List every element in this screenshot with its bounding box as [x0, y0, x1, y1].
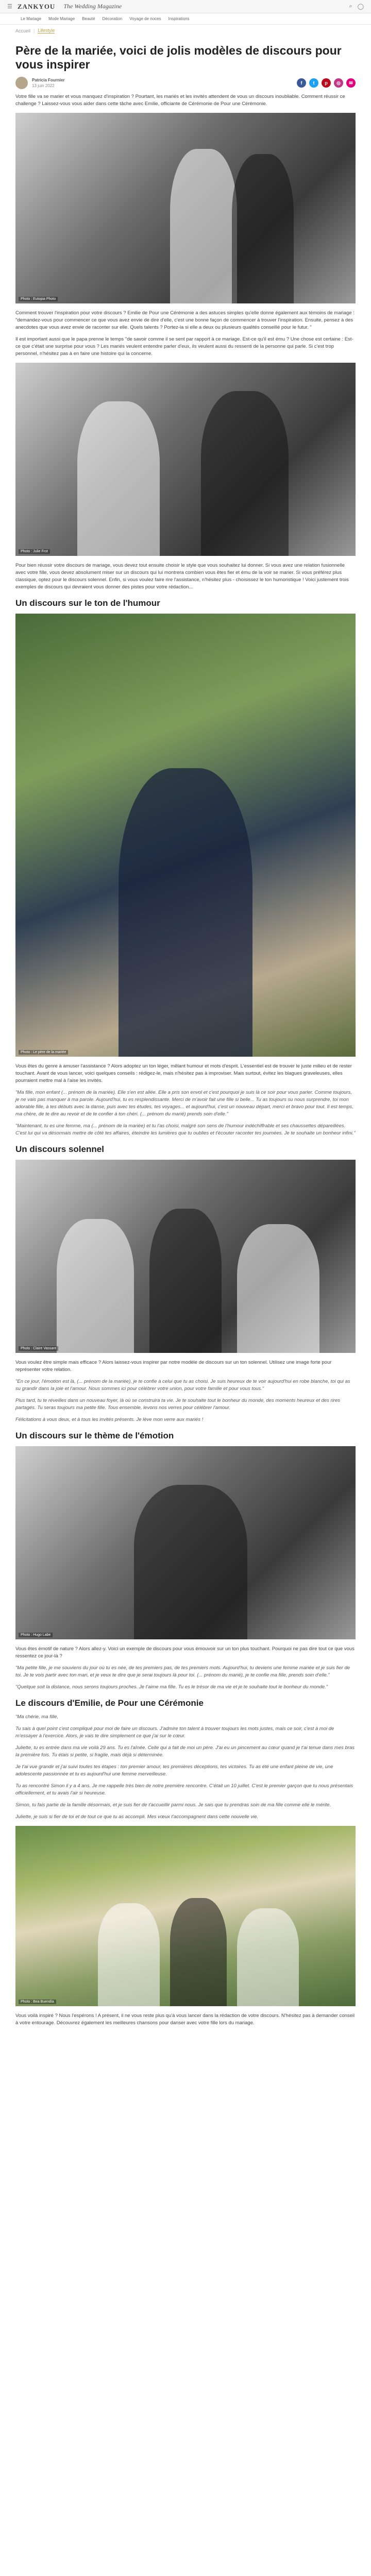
body-paragraph: Tu sais à quel point c'est compliqué pour moi de faire un discours. J'admire ton talent à trouver toujours les mots justes, mais ce soir, c'est à moi de m'essayer à l'exercice. Alors, je vais te dire simplement ce que j'ai sur le cœur. [15, 1726, 334, 1739]
intro-paragraph: Il est important aussi que le papa prenne le temps "de savoir comme il se sent par rapport à ce mariage. Est-ce qu'il est ému ? Une chose est certaine : Est-ce que c'était une surprise pour vous ? Les mariés veulent entendre parler d'eux, ils veulent aussi du ressenti de la personne qui parle. Si c'est trop personnel, n'hésitez pas à en faire une histoire qui la concerne. [15, 336, 353, 357]
intro-paragraph: Pour bien réussir votre discours de mariage, vous devez tout ensuite choisir le style que vous souhaitez lui donner. Si vous avez une relation fusionnelle avec votre fille, vous devez absolument miser sur un discours qui lui montrera combien vous êtes fier et ému de la voir se marier. Si vous préférez plus classique, optez pour le discours solennel. Enfin, si vous voulez faire rire l'assistance, n'hésitez plus - choisissez le ton humoristique ! Voici justement trois exemples de discours qui devraient vous donner des pistes pour votre rédaction... [15, 563, 349, 590]
section-heading: Un discours sur le ton de l'humour [15, 598, 160, 608]
twitter-icon[interactable]: t [309, 78, 318, 88]
nav-item[interactable]: Inspirations [168, 16, 190, 21]
nav-item[interactable]: Mode Mariage [48, 16, 75, 21]
section-heading: Le discours d'Emilie, de Pour une Cérémonie [15, 1698, 204, 1708]
body-paragraph: "Maintenant, tu es une femme, ma (... prénom de la mariée) et tu l'as choisi, malgré son sens de l'humour indéchiffrable et ses chaussettes dépareillées. C'est lui qui va désormais mettre de côté tes affaires, éteindre les lumières que tu oublies et t'écouter raconter tes journées. Je te souhaite un bonheur infini." [15, 1123, 356, 1136]
magazine-name[interactable]: The Wedding Magazine [63, 3, 122, 10]
site-logo[interactable]: ZANKYOU [17, 2, 56, 10]
body-paragraph: "Quelque soit la distance, nous serons toujours proches. Je t'aime ma fille. Tu es le trésor de ma vie et je te souhaite tout le bonheur du monde." [15, 1684, 328, 1690]
photo-figure [170, 149, 237, 303]
email-icon[interactable]: ✉ [346, 78, 356, 88]
section-heading: Un discours sur le thème de l'émotion [15, 1431, 174, 1440]
facebook-icon[interactable]: f [297, 78, 306, 88]
body-paragraph: Vous voilà inspiré ? Nous l'espérons ! A présent, il ne vous reste plus qu'à vous lancer dans la rédaction de votre discours. N'hésitez pas à demander conseil à votre entourage. Découvrez également les meilleures chansons pour danser avec votre fille lors du mariage. [15, 2013, 355, 2026]
photo-figure [201, 391, 289, 556]
photo-figure [232, 154, 294, 303]
body-paragraph: Je t'ai vue grandir et j'ai suivi toutes tes étapes : ton premier amour, tes premières déceptions, tes victoires. Tu as été une enfant pleine de vie, une adolescente passionnée et tu es aujourd'hui une femme merveilleuse. [15, 1764, 333, 1777]
breadcrumb [0, 25, 371, 37]
photo-caption: Photo : Hugo Labe [19, 1633, 53, 1637]
intro-paragraph: Votre fille va se marier et vous manquez d'inspiration ? Pourtant, les mariés et les invités attendent de vous un discours inoubliable. Comment réussir ce challenge ? Laissez-vous vous aider dans cette tâche avec Emilie, officiante de Cérémonie de Pour une Cérémonie. [15, 94, 345, 107]
body-paragraph: Tu as rencontré Simon il y a 4 ans. Je me rappelle très bien de notre première rencontre. C'était un 10 juillet. C'est le premier garçon que tu nous présentais officiellement, et tu avais l'air si heureuse. [15, 1783, 353, 1796]
page-title: Père de la mariée, voici de jolis modèles de discours pour vous inspirer [15, 44, 342, 71]
body-paragraph: "Ma petite fille, je me souviens du jour où tu es née, de tes premiers pas, de tes premiers mots. Aujourd'hui, tu deviens une femme mariée et je suis fier de toi. Je te vois partir avec ton mari, et je veux te dire que je serai toujours là pour toi. (... prénom du marié), je te confie ma fille, prends soin d'elle." [15, 1665, 350, 1678]
nav-item[interactable]: Décoration [102, 16, 123, 21]
body-paragraph: "Ma fille, mon enfant (... prénom de la mariée). Elle s'en est allée. Elle a pris son envol et c'est pourquoi je suis là ce soir pour vous parler. Comme toujours, je ne vais pas manquer à ma parole. Aujourd'hui, tu es resplendissante. Merci de m'avoir fait une fille si belle... Tu as toujours su nous surprendre, toi mon adorable fille, à tes débuts avec la danse, puis avec tes études, tes voyages... et aujourd'hui, c'est un nouveau départ, merci et bravo pour tout. Il est temps, ma chère, de te dire au revoir et de te confier à ton chéri. (... prénom du marié) prends soin d'elle." [15, 1090, 353, 1117]
article-photo [15, 363, 356, 556]
body-paragraph: Juliette, tu es entrée dans ma vie voilà 29 ans. Tu es l'aînée. Celle qui a fait de moi un père. J'ai eu un pincement au cœur quand je t'ai tenue dans mes bras la première fois. Tu étais si petite, si fragile, mais déjà si déterminée. [15, 1745, 355, 1758]
search-icon[interactable]: ⌕ [349, 3, 352, 9]
body-paragraph: Vous êtes émotif de nature ? Alors allez-y. Voici un exemple de discours pour vous émouvoir sur un ton plus touchant. Pourquoi ne pas dire tout ce que vous ressentez ce jour-là ? [15, 1646, 355, 1659]
speech-greeting: "Ma chérie, ma fille, [15, 1714, 59, 1720]
article [15, 44, 356, 2027]
breadcrumb-home[interactable]: Accueil [15, 28, 31, 33]
pinterest-icon[interactable]: p [322, 78, 331, 88]
article-photo [15, 1826, 356, 2006]
share-buttons [297, 78, 356, 88]
body-paragraph: Plus tard, tu te réveilles dans un nouveau foyer, là où se construira ta vie. Je te souhaite tout le bonheur du monde, des moments heureux et des rires partagés. Tu seras toujours ma petite fille. Tous ensemble, levons nos verres pour célébrer l'amour. [15, 1398, 341, 1411]
photo-caption: Photo : Le père de la mariée [19, 1050, 68, 1055]
author-name[interactable]: Patricia Fournier [32, 78, 65, 82]
body-paragraph: Vous êtes du genre à amuser l'assistance ? Alors adoptez un ton léger, mêlant humour et mots d'esprit. L'essentiel est de trouver le juste milieu et de rester touchant. Avant de vous lancer, voici quelques conseils : rédigez-le, mais n'hésitez pas à improviser. Mais surtout, évitez les blagues graveleuses, elles pourraient mettre mal à l'aise les invités. [15, 1063, 352, 1083]
photo-figure [57, 1219, 134, 1353]
top-bar [0, 0, 371, 13]
breadcrumb-separator: | [33, 28, 35, 33]
photo-figure [149, 1209, 222, 1353]
author-row [15, 77, 356, 89]
nav-item[interactable]: Le Mariage [21, 16, 42, 21]
photo-figure [98, 1903, 160, 2006]
breadcrumb-current[interactable]: Lifestyle [38, 28, 55, 33]
body-paragraph: Juliette, je suis si fier de toi et de tout ce que tu as accompli. Mes vœux t'accompagnent dans cette nouvelle vie. [15, 1814, 259, 1820]
photo-figure [134, 1485, 247, 1639]
user-icon[interactable]: ◯ [357, 4, 364, 10]
photo-figure [119, 768, 252, 1057]
article-photo [15, 614, 356, 1057]
photo-figure [237, 1908, 299, 2006]
photo-figure [237, 1224, 319, 1353]
photo-caption: Photo : Bea Buendía [19, 1999, 56, 2004]
photo-figure [77, 401, 160, 556]
body-paragraph: Vous voulez être simple mais efficace ? Alors laissez-vous inspirer par notre modèle de discours sur un ton solennel. Utilisez une image forte pour représenter votre relation. [15, 1360, 332, 1372]
section-heading: Un discours solennel [15, 1144, 104, 1154]
photo-caption: Photo : Claire Vassant [19, 1346, 58, 1351]
photo-figure [170, 1898, 227, 2006]
photo-caption: Photo : Eutopia Photo [19, 297, 58, 301]
avatar [15, 77, 28, 89]
publish-date: 13 juin 2022 [32, 83, 55, 88]
nav-item[interactable]: Voyage de noces [129, 16, 161, 21]
main-nav [0, 13, 371, 25]
article-photo [15, 113, 356, 303]
photo-caption: Photo : Julie Frot [19, 549, 50, 554]
body-paragraph: Simon, tu fais partie de la famille désormais, et je suis fier de t'accueillir parmi nous. Je sais que tu prendras soin de ma fille comme elle le mérite. [15, 1802, 331, 1808]
body-paragraph: Félicitations à vous deux, et à tous les invités présents. Je lève mon verre aux mariés ! [15, 1417, 204, 1422]
author-meta [32, 77, 65, 89]
instagram-icon[interactable]: ◎ [334, 78, 343, 88]
intro-paragraph: Comment trouver l'inspiration pour votre discours ? Emilie de Pour une Cérémonie a des astuces simples qu'elle donne également aux témoins de mariage : "demandez-vous pour commencer ce que vous avez envie de dire d'elle, c'est une bonne façon de commencer à trouver l'inspiration. Ensuite, pensez à des anecdotes que vous avez envie de raconter sur elle. Quels talents ? Portez-la si elle a deux ou plusieurs qualités conseillé pour le futur. " [15, 310, 355, 330]
nav-item[interactable]: Beauté [82, 16, 95, 21]
article-photo [15, 1160, 356, 1353]
article-photo [15, 1446, 356, 1639]
menu-icon[interactable]: ☰ [7, 4, 12, 10]
body-paragraph: "En ce jour, l'émotion est là, (... prénom de la mariée), je te confie à celui que tu as choisi. Je suis heureux de te voir aujourd'hui en robe blanche, toi qui as su grandir dans la joie et l'amour. Nous sommes ici pour célébrer votre union, pour votre famille et pour vous tous." [15, 1379, 350, 1392]
